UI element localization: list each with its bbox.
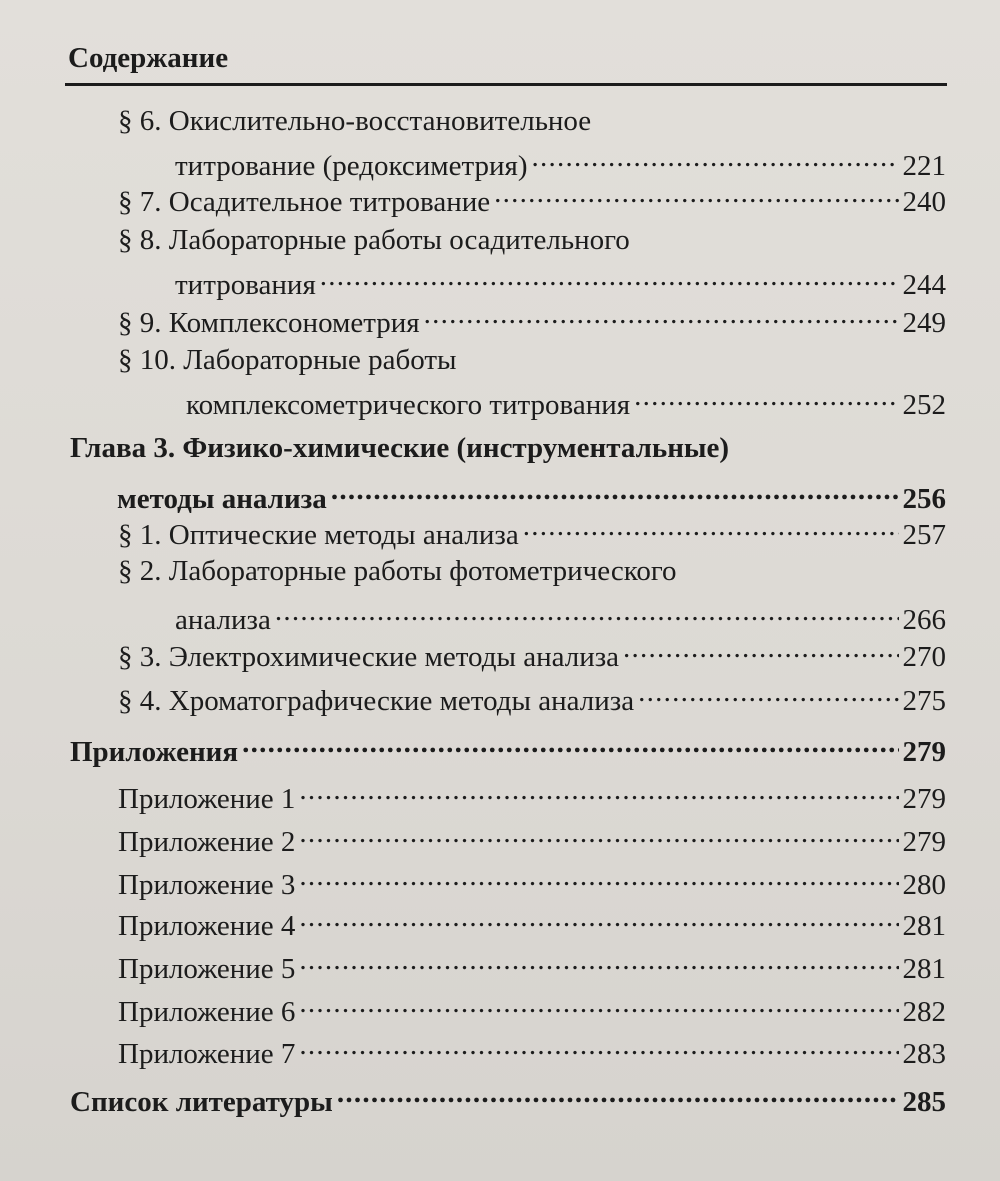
dot-leader (320, 258, 899, 294)
toc-page-number: 279 (902, 736, 946, 768)
toc-entry-title: Приложение 7 (118, 1038, 296, 1070)
toc-entry-title: Приложение 5 (118, 953, 296, 985)
toc-entry-title: § 9. Комплексонометрия (118, 307, 420, 339)
dot-leader (634, 378, 898, 414)
toc-entry-title: Приложение 4 (118, 910, 296, 942)
toc-entry-photometric-lab[interactable] (118, 553, 946, 636)
toc-entry-title: § 6. Окислительно-восстановительное (118, 105, 592, 137)
toc-chapter-3[interactable] (70, 430, 946, 515)
dot-leader (494, 175, 898, 211)
toc-appendix-1[interactable] (118, 772, 946, 815)
toc-chapter-title: Глава 3. Физико-химические (инструментальные) (70, 432, 730, 464)
toc-entry-title: § 10. Лабораторные работы (118, 344, 457, 376)
dot-leader (299, 985, 898, 1021)
toc-entry-title: § 3. Электрохимические методы анализа (118, 641, 620, 673)
toc-entry-title-cont: комплексометрического титрования (186, 389, 631, 421)
toc-page-number: 283 (902, 1038, 946, 1070)
dot-leader (299, 942, 898, 978)
toc-appendices[interactable] (70, 725, 946, 768)
toc-page-number: 285 (902, 1086, 946, 1118)
toc-page-number: 279 (902, 783, 946, 815)
toc-entry-title: § 4. Хроматографические методы анализа (118, 685, 635, 717)
dot-leader (299, 772, 898, 808)
toc-page-number: 281 (902, 953, 946, 985)
dot-leader (299, 815, 898, 851)
toc-page-number: 266 (902, 604, 946, 636)
dot-leader (242, 725, 898, 761)
dot-leader (299, 899, 898, 935)
toc-entry-title: Приложение 2 (118, 826, 296, 858)
toc-entry-chromatographic[interactable] (118, 674, 946, 717)
toc-page-number: 244 (902, 269, 946, 301)
dot-leader (331, 472, 899, 508)
toc-entry-title-cont: анализа (175, 604, 271, 636)
toc-page-number: 275 (902, 685, 946, 717)
dot-leader (299, 1027, 898, 1063)
toc-bibliography[interactable] (70, 1075, 946, 1118)
toc-page-number: 257 (902, 519, 946, 551)
dot-leader (337, 1075, 899, 1111)
toc-entry-title-cont: титрование (редоксиметрия) (175, 150, 528, 182)
dot-leader (523, 508, 899, 544)
toc-appendix-5[interactable] (118, 942, 946, 985)
toc-entry-redoximetry[interactable] (118, 103, 946, 182)
toc-entry-precipitation-lab[interactable] (118, 222, 946, 301)
dot-leader (623, 630, 898, 666)
toc-entry-title: § 1. Оптические методы анализа (118, 519, 519, 551)
toc-appendix-4[interactable] (118, 899, 946, 942)
toc-appendix-6[interactable] (118, 985, 946, 1028)
toc-page-number: 256 (902, 483, 946, 515)
toc-entry-title: Приложение 1 (118, 783, 296, 815)
dot-leader (532, 139, 899, 175)
toc-entry-title: Приложение 6 (118, 996, 296, 1028)
toc-entry-complexometric-lab[interactable] (118, 342, 946, 421)
toc-entry-title: Приложение 3 (118, 869, 296, 901)
toc-section-title: Список литературы (70, 1086, 333, 1118)
toc-chapter-title-cont: методы анализа (117, 483, 327, 515)
toc-appendix-3[interactable] (118, 858, 946, 901)
toc-page-number: 240 (902, 186, 946, 218)
toc-entry-optical-methods[interactable] (118, 508, 946, 551)
toc-page-number: 221 (902, 150, 946, 182)
toc-section-title: Приложения (70, 736, 239, 768)
toc-page-number: 252 (902, 389, 946, 421)
toc-appendix-2[interactable] (118, 815, 946, 858)
toc-appendix-7[interactable] (118, 1027, 946, 1070)
dot-leader (424, 296, 899, 332)
toc-entry-title: § 7. Осадительное титрование (118, 186, 491, 218)
dot-leader (299, 858, 898, 894)
dot-leader (638, 674, 898, 710)
toc-entry-title: § 2. Лабораторные работы фотометрического (118, 555, 677, 587)
dot-leader (275, 593, 899, 629)
toc-entry-title: § 8. Лабораторные работы осадительного (118, 224, 630, 256)
header-rule (65, 83, 947, 86)
toc-entry-precipitation-titration[interactable] (118, 175, 946, 218)
toc-page-number: 270 (902, 641, 946, 673)
toc-page-number: 279 (902, 826, 946, 858)
toc-entry-electrochemical[interactable] (118, 630, 946, 673)
toc-entry-complexometry[interactable] (118, 296, 946, 339)
toc-page-number: 249 (902, 307, 946, 339)
page-header-title: Содержание (68, 42, 229, 74)
toc-entry-title-cont: титрования (175, 269, 316, 301)
toc-page-number: 281 (902, 910, 946, 942)
toc-page-number: 282 (902, 996, 946, 1028)
toc-page-number: 280 (902, 869, 946, 901)
